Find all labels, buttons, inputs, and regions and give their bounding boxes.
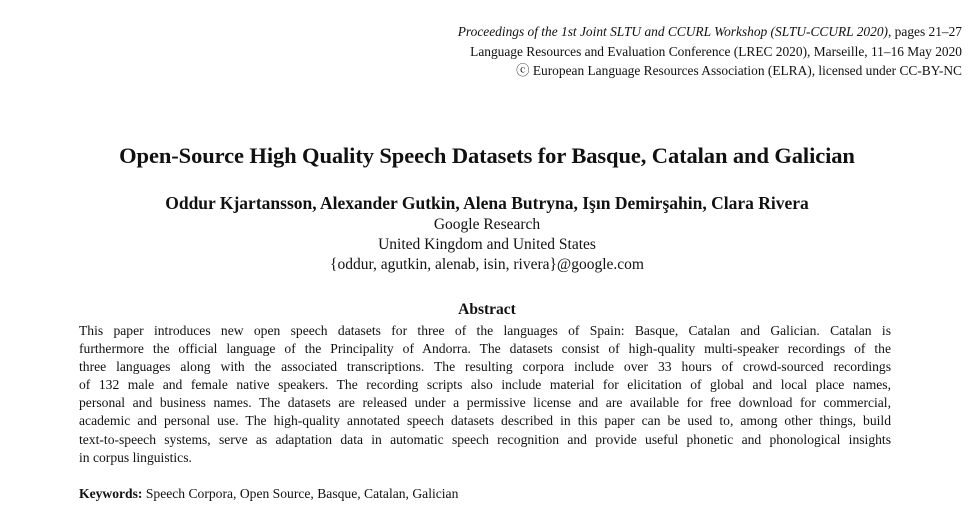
proceedings-pages: , pages 21–27 (887, 24, 962, 39)
proceedings-line (458, 22, 962, 42)
affiliation-block (0, 215, 974, 275)
author-list: Oddur Kjartansson, Alexander Gutkin, Alena Butryna, Işın Demirşahin, Clara Rivera (165, 193, 809, 213)
proceedings-title: Proceedings of the 1st Joint SLTU and CCURL Workshop (SLTU-CCURL 2020) (457, 24, 888, 39)
abstract-line: This paper introduces new open speech datasets for three of the languages of Spain: Basque, Catalan and Galician. Catalan is (79, 323, 891, 338)
abstract-line: academic and personal use. The high-quality annotated speech datasets described in this paper can be used to, among other things, build (79, 413, 891, 429)
affiliation: Google Research (433, 216, 541, 233)
keywords-text: Speech Corpora, Open Source, Basque, Catalan, Galician (142, 486, 459, 501)
location: United Kingdom and United States (378, 236, 596, 253)
abstract-line: furthermore the official language of the Principality of Andorra. The datasets consist of high-quality multi-speaker recordings of the (79, 341, 891, 357)
abstract-body (79, 322, 891, 467)
abstract-line: of 132 male and female native speakers. The recording scripts also include material for elicitation of global and local place names, (79, 377, 891, 393)
keywords-line (79, 486, 458, 502)
conference-line: Language Resources and Evaluation Conference (LREC 2020), Marseille, 11–16 May 2020 (470, 43, 962, 59)
abstract-line: three languages along with the associated transcriptions. The resulting corpora include over 33 hours of crowd-sourced recordings (79, 359, 891, 375)
abstract-heading: Abstract (458, 301, 516, 318)
keywords-label: Keywords: (79, 486, 143, 501)
abstract-line: text-to-speech systems, serve as adaptation data in automatic speech recognition and provide useful phonetic and phonological insights (79, 431, 891, 447)
paper-title: Open-Source High Quality Speech Datasets for Basque, Catalan and Galician (119, 143, 855, 168)
abstract-line: in corpus linguistics. (79, 449, 192, 465)
license-line: ⓒ European Language Resources Association (ELRA), licensed under CC-BY-NC (516, 63, 962, 78)
abstract-line: personal and business names. The datasets are released under a permissive license and are available for free download for commercial, (79, 395, 891, 411)
author-emails: {oddur, agutkin, alenab, isin, rivera}@google.com (330, 256, 644, 273)
paper-header (458, 22, 962, 81)
